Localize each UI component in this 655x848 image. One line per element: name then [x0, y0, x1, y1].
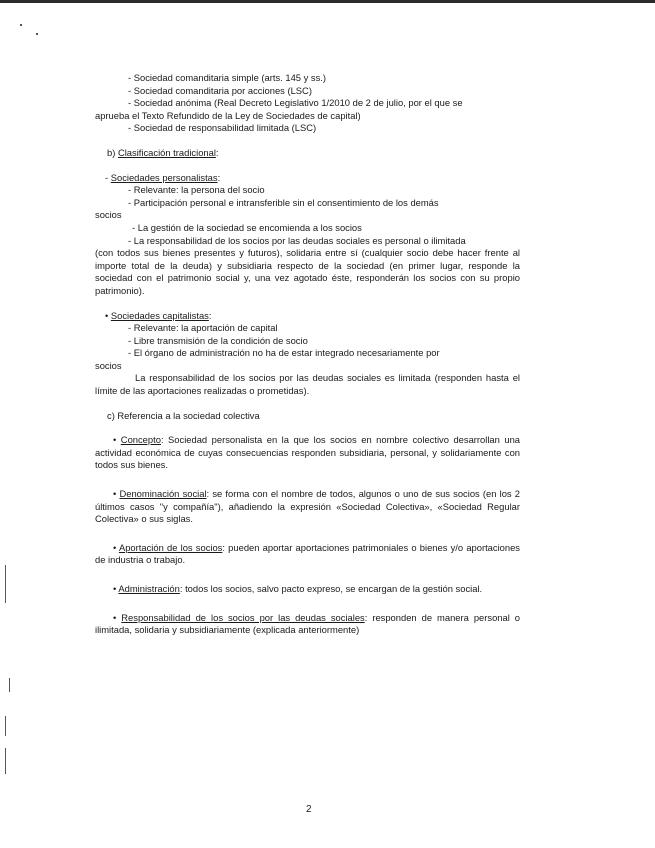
- scan-speck: [20, 24, 22, 26]
- list-item: - Sociedad anónima (Real Decreto Legislativo 1/2010 de 2 de julio, por el que se: [128, 97, 463, 109]
- scan-margin-mark: [5, 748, 6, 774]
- scan-speck: [36, 33, 38, 35]
- page-number: 2: [306, 804, 312, 815]
- personalistas-heading: - Sociedades personalistas:: [105, 171, 221, 183]
- list-item-continuation: aprueba el Texto Refundido de la Ley de Sociedades de capital): [95, 109, 361, 121]
- list-item: - Sociedad comanditaria simple (arts. 145 y ss.): [128, 72, 326, 83]
- capitalistas-continuation: La responsabilidad de los socios por las deudas sociales es limitada (responden hasta el límite de las aportaciones realizadas o prometidas).: [95, 372, 520, 397]
- scan-margin-mark: [5, 565, 6, 603]
- list-item-continuation: socios: [95, 359, 122, 371]
- society-types-list: [95, 72, 520, 135]
- capitalistas-block: [95, 310, 520, 398]
- scan-margin-mark: [5, 716, 6, 736]
- list-item: - La gestión de la sociedad se encomienda a los socios: [132, 221, 362, 233]
- capitalistas-heading: • Sociedades capitalistas:: [105, 309, 212, 321]
- responsabilidad-paragraph: • Responsabilidad de los socios por las deudas sociales: responden de manera personal o ilimitada, solidaria y subsidiariamente (explicada anteriormente): [95, 611, 520, 636]
- scan-top-edge: [0, 0, 655, 3]
- list-item: - Sociedad comanditaria por acciones (LSC): [128, 84, 312, 96]
- list-item: - La responsabilidad de los socios por las deudas sociales es personal o ilimitada: [128, 234, 466, 246]
- list-item: - Participación personal e intransferible sin el consentimiento de los demás: [128, 196, 439, 208]
- list-item: - Sociedad de responsabilidad limitada (LSC): [128, 122, 317, 134]
- list-item-continuation: socios: [95, 209, 122, 221]
- section-b-heading: b) Clasificación tradicional:: [107, 146, 219, 158]
- list-item: - El órgano de administración no ha de estar integrado necesariamente por: [128, 347, 440, 359]
- denominacion-paragraph: • Denominación social: se forma con el nombre de todos, algunos o uno de sus socios (en los 2 últimos casos "y compañía"), añadiendo la expresión «Sociedad Colectiva», «Sociedad Regular Colectiva» o sus siglas.: [95, 488, 520, 525]
- concepto-paragraph: • Concepto: Sociedad personalista en la que los socios en nombre colectivo desarrollan una actividad económica de cuyas consecuencias responden subsidiaria, personal, y solidariamente con todos sus bienes.: [95, 434, 520, 471]
- personalistas-continuation: (con todos sus bienes presentes y futuros), solidaria entre sí (cualquier socio debe hacer frente al importe total de la deuda) y subsidiaria respecto de la sociedad (en primer lugar, responde la sociedad con el patrimonio social y, una vez agotado éste, responderán los socios con su propio patrimonio).: [95, 247, 520, 296]
- document-page: [95, 72, 520, 637]
- section-c-heading: c) Referencia a la sociedad colectiva: [107, 409, 260, 421]
- aportacion-paragraph: • Aportación de los socios: pueden aportar aportaciones patrimoniales o bienes y/o aportaciones de industria o trabajo.: [95, 541, 520, 566]
- personalistas-block: [95, 172, 520, 298]
- list-item: - Relevante: la aportación de capital: [128, 322, 278, 334]
- administracion-paragraph: • Administración: todos los socios, salvo pacto expreso, se encargan de la gestión social.: [113, 583, 483, 594]
- list-item: - Relevante: la persona del socio: [128, 184, 265, 196]
- list-item: - Libre transmisión de la condición de socio: [128, 334, 308, 346]
- scan-margin-mark: [9, 678, 10, 692]
